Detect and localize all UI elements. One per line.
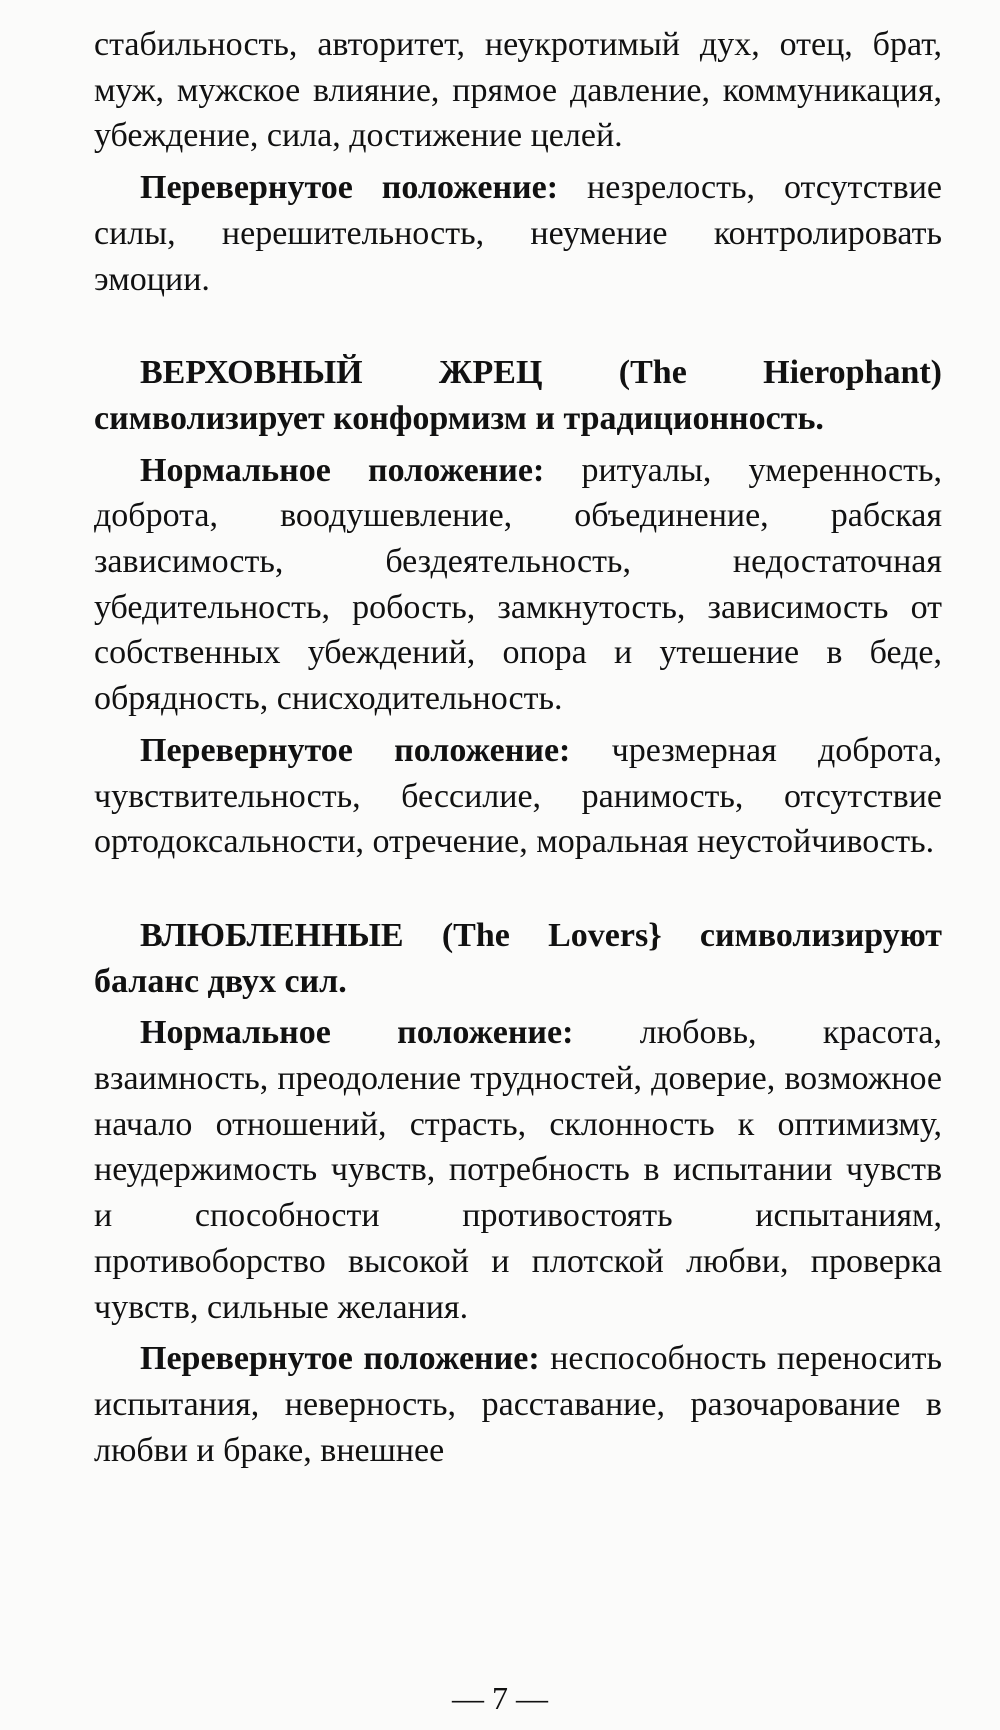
lovers-normal-paragraph (94, 1010, 942, 1330)
hierophant-reversed-paragraph (94, 728, 942, 865)
lovers-reversed-paragraph (94, 1336, 942, 1473)
hierophant-normal-paragraph (94, 448, 942, 722)
emperor-reversed-label: Перевернутое положение: (140, 169, 559, 207)
emperor-normal-text: стабильность, авторитет, неукротимый дух, отец, брат, муж, мужское влияние, прямое давление, коммуникация, убеждение, сила, достижение целей. (94, 26, 942, 155)
page-text (94, 22, 942, 1473)
lovers-reversed-text: неспособность переносить испытания, неверность, расставание, разочарование в любви и браке, внешнее (94, 1340, 942, 1469)
hierophant-normal-label: Нормальное положение: (140, 451, 545, 489)
hierophant-heading (94, 350, 942, 441)
lovers-heading-text: ВЛЮБЛЕННЫЕ (The Lovers} символизируют баланс двух сил. (94, 916, 942, 1000)
page-number: — 7 — (452, 1680, 548, 1716)
hierophant-reversed-label: Перевернутое положение: (140, 731, 571, 769)
lovers-heading (94, 913, 942, 1004)
hierophant-heading-text: ВЕРХОВНЫЙ ЖРЕЦ (The Hierophant) символизирует конформизм и традиционность. (94, 354, 942, 437)
lovers-normal-label: Нормальное положение: (140, 1014, 574, 1052)
emperor-normal-continuation (94, 22, 942, 159)
hierophant-reversed-text: чрезмерная доброта, чувствительность, бессилие, ранимость, отсутствие ортодоксальности, отречение, моральная неустойчивость. (94, 731, 942, 861)
hierophant-normal-text: ритуалы, умеренность, доброта, воодушевление, объединение, рабская зависимость, бездеятельность, недостаточная убедительность, робость, замкнутость, зависимость от собственных убеждений, опора и утешение в беде, обрядность, снисходительность. (94, 451, 942, 718)
lovers-reversed-label: Перевернутое положение: (140, 1340, 540, 1378)
emperor-reversed-paragraph (94, 165, 942, 302)
emperor-reversed-text: незрелость, отсутствие силы, нерешительность, неумение контролировать эмоции. (94, 169, 943, 298)
lovers-normal-text: любовь, красота, взаимность, преодоление трудностей, доверие, возможное начало отношений, страсть, склонность к оптимизму, неудержимость чувств, потребность в испытании чувств и способности противостоять испытаниям, противоборство высокой и плотской любви, проверка чувств, сильные желания. (94, 1014, 943, 1326)
